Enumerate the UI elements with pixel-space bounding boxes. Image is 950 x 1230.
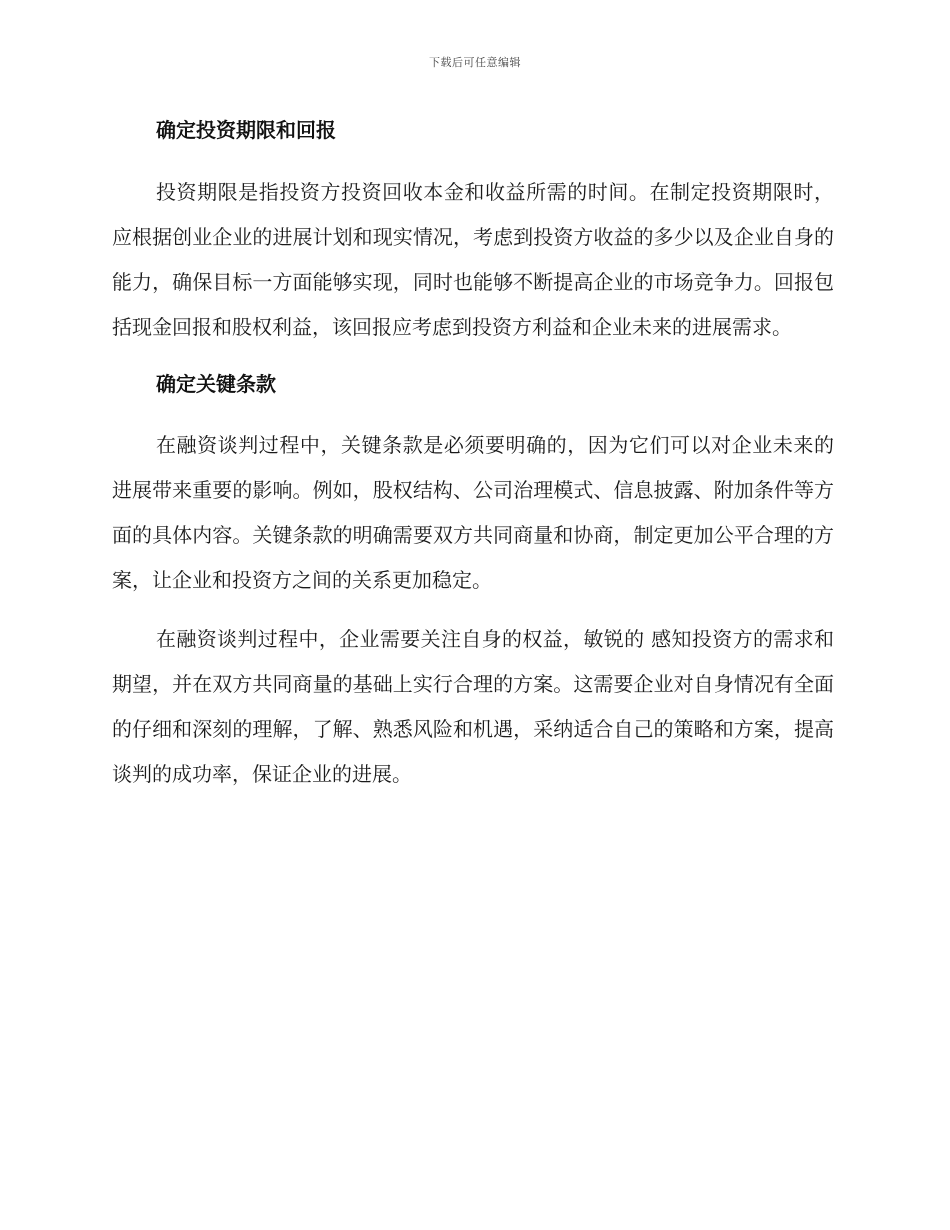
document-body: [112, 114, 834, 797]
paragraph-investment-term: 投资期限是指投资方投资回收本金和收益所需的时间。在制定投资期限时，应根据创业企业的进展计划和现实情况，考虑到投资方收益的多少以及企业自身的能力，确保目标一方面能够实现，同时也能够不断提高企业的市场竞争力。回报包括现金回报和股权利益，该回报应考虑到投资方利益和企业未来的进展需求。: [112, 180, 834, 339]
section-heading-investment-term: 确定投资期限和回报: [156, 118, 336, 142]
section-heading-key-terms: 确定关键条款: [156, 372, 276, 396]
paragraph-negotiation-rights: 在融资谈判过程中，企业需要关注自身的权益，敏锐的 感知投资方的需求和期望，并在双方共同商量的基础上实行合理的方案。这需要企业对自身情况有全面的仔细和深刻的理解，了解、熟悉风险和机遇，采纳适合自己的策略和方案，提高谈判的成功率，保证企业的进展。: [112, 627, 834, 786]
paragraph-key-terms: 在融资谈判过程中，关键条款是必须要明确的，因为它们可以对企业未来的进展带来重要的影响。例如，股权结构、公司治理模式、信息披露、附加条件等方面的具体内容。关键条款的明确需要双方共同商量和协商，制定更加公平合理的方案，让企业和投资方之间的关系更加稳定。: [112, 433, 834, 592]
page-header: 下载后可任意编辑: [429, 56, 521, 69]
